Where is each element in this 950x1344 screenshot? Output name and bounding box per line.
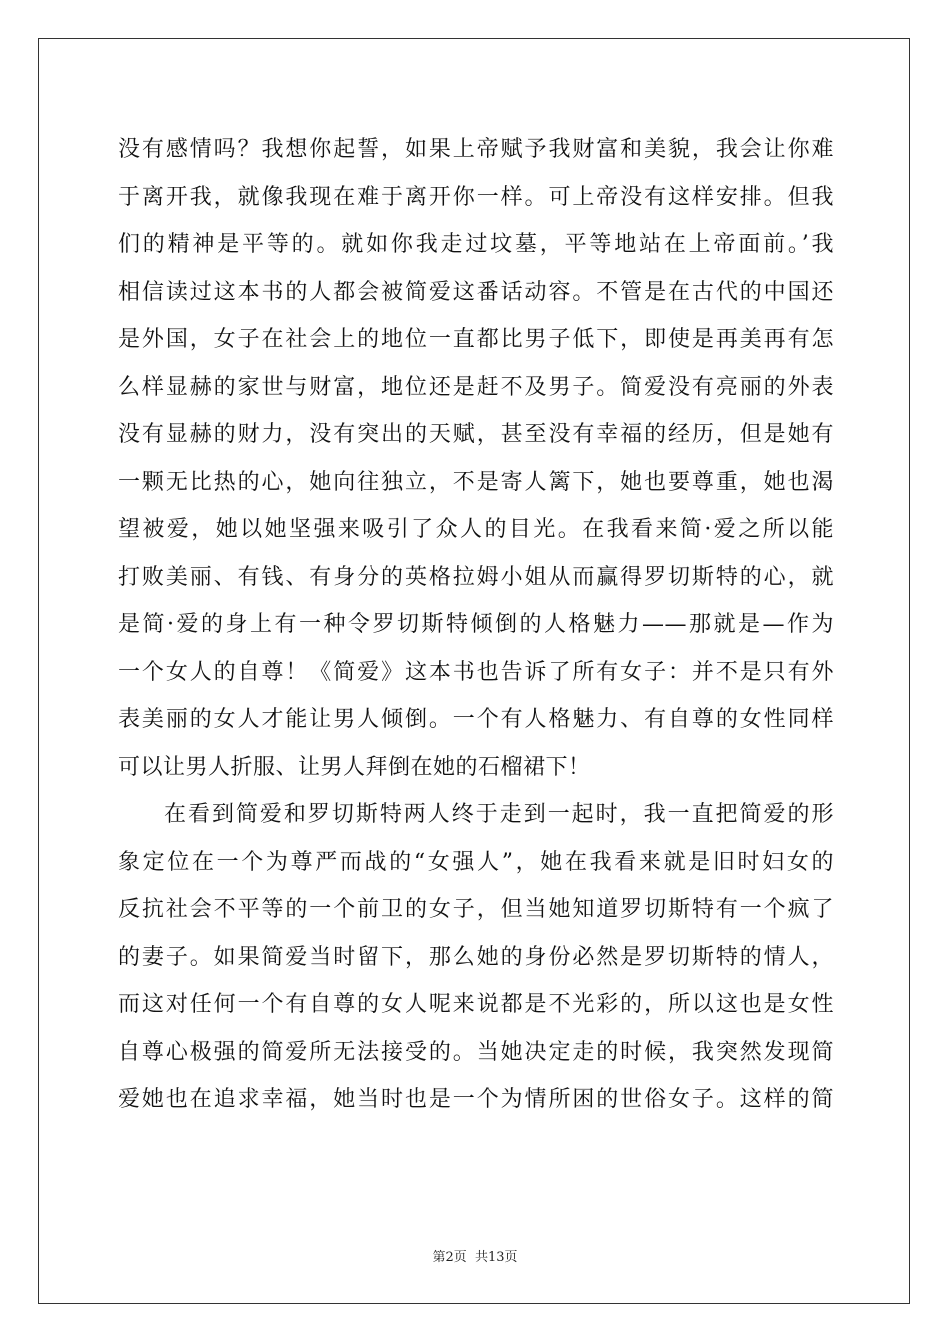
text-line: 相信读过这本书的人都会被简爱这番话动容。不管是在古代的中国还 xyxy=(118,279,834,305)
text-line: 爱她也在追求幸福，她当时也是一个为情所困的世俗女子。这样的简 xyxy=(118,1087,834,1112)
text-line: 自尊心极强的简爱所无法接受的。当她决定走的时候，我突然发现简 xyxy=(118,1039,834,1065)
text-line: 打败美丽、有钱、有身分的英格拉姆小姐从而赢得罗切斯特的心，就 xyxy=(118,564,834,590)
body-text xyxy=(118,126,834,1124)
current-page-label: 第2页 xyxy=(432,1250,467,1265)
text-line: 没有感情吗？我想你起誓，如果上帝赋予我财富和美貌，我会让你难 xyxy=(118,137,834,162)
text-line: 象定位在一个为尊严而战的“女强人”，她在我看来就是旧时妇女的 xyxy=(118,849,834,875)
text-line: 望被爱，她以她坚强来吸引了众人的目光。在我看来简·爱之所以能 xyxy=(118,517,834,542)
text-line: 一颗无比热的心，她向往独立，不是寄人篱下，她也要尊重，她也渴 xyxy=(118,469,834,495)
text-line: 可以让男人折服、让男人拜倒在她的石榴裙下！ xyxy=(118,754,591,780)
text-line: 于离开我，就像我现在难于离开你一样。可上帝没有这样安排。但我 xyxy=(118,184,834,210)
text-line: 一个女人的自尊！《简爱》这本书也告诉了所有女子：并不是只有外 xyxy=(118,659,834,685)
total-pages-label: 共13页 xyxy=(474,1250,518,1265)
text-line: 的妻子。如果简爱当时留下，那么她的身份必然是罗切斯特的情人， xyxy=(118,944,834,970)
text-line: 表美丽的女人才能让男人倾倒。一个有人格魅力、有自尊的女性同样 xyxy=(118,707,834,732)
text-line: 么样显赫的家世与财富，地位还是赶不及男子。简爱没有亮丽的外表 xyxy=(118,374,834,400)
paragraph-1 xyxy=(118,126,834,791)
text-line: 们的精神是平等的。就如你我走过坟墓，平等地站在上帝面前。’我 xyxy=(118,232,834,257)
text-line: 在看到简爱和罗切斯特两人终于走到一起时，我一直把简爱的形 xyxy=(164,802,834,827)
text-line: 没有显赫的财力，没有突出的天赋，甚至没有幸福的经历，但是她有 xyxy=(118,422,834,447)
text-line: 而这对任何一个有自尊的女人呢来说都是不光彩的，所以这也是女性 xyxy=(118,992,834,1017)
text-line: 是简·爱的身上有一种令罗切斯特倾倒的人格魅力——那就是—作为 xyxy=(118,612,834,637)
paragraph-2 xyxy=(118,791,834,1124)
text-line: 反抗社会不平等的一个前卫的女子，但当她知道罗切斯特有一个疯了 xyxy=(118,897,834,922)
text-line: 是外国，女子在社会上的地位一直都比男子低下，即使是再美再有怎 xyxy=(118,327,834,352)
page-footer xyxy=(0,1246,950,1265)
